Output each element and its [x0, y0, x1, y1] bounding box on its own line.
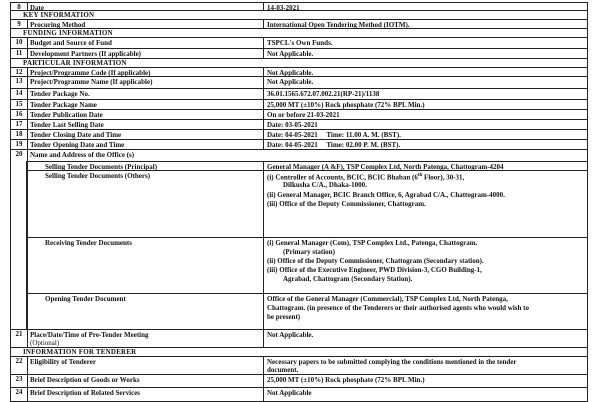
section-particular-information: PARTICULAR INFORMATION	[10, 59, 588, 68]
row-opening-date	[10, 140, 588, 150]
row-label: Tender Package No.	[30, 90, 90, 98]
column-divider	[263, 110, 264, 119]
row-number: 14	[11, 89, 28, 99]
row-procuring-method	[10, 20, 588, 29]
address-line: (iii) Office of the Deputy Commissioner, Chattogram.	[267, 200, 426, 208]
subrow-label: Selling Tender Documents (Principal)	[45, 163, 158, 171]
subrow-receiving	[26, 238, 588, 294]
column-divider	[263, 38, 264, 48]
row-number: 20	[11, 150, 28, 329]
address-line: Agrabad, Chattogram (Secondary Station).	[283, 275, 413, 283]
row-number: 8	[11, 3, 28, 10]
column-divider	[263, 357, 264, 374]
address-line: (iii) Office of the Executive Engineer, PWD Division-3, CGO Building-1,	[267, 266, 482, 274]
row-number: 17	[11, 120, 28, 129]
row-closing-date	[10, 130, 588, 140]
row-label: Development Partners (If applicable)	[30, 50, 142, 58]
row-value: Not Applicable	[267, 389, 312, 397]
row-value: On or before 21-03-2021	[267, 111, 340, 119]
row-value: 25,000 MT (±10%) Rock phosphate (72% BPL Min.)	[267, 376, 425, 384]
row-label: Project/Programme Name (If applicable)	[30, 78, 153, 86]
row-label: Eligibility of Tenderer	[30, 358, 96, 366]
row-label: Place/Date/Time of Pre-Tender Meeting	[30, 331, 149, 339]
section-funding-information: FUNDING INFORMATION	[10, 29, 588, 38]
row-number: 24	[11, 388, 28, 401]
row-value: 25,000 MT (±10%) Rock phosphate (72% BPL Min.)	[267, 101, 425, 109]
address-line: (i) Controller of Accounts, BCIC, BCIC Bhaban (6th Floor), 30-31,	[267, 173, 465, 182]
column-divider	[263, 3, 264, 10]
row-eligibility	[10, 357, 588, 375]
row-label: Tender Last Selling Date	[30, 121, 104, 129]
row-label: Tender Publication Date	[30, 111, 103, 119]
column-divider	[263, 162, 264, 170]
row-date	[10, 2, 588, 11]
row-label: Procuring Method	[30, 21, 86, 29]
row-value: Date: 04-05-2021 Time: 11.00 A. M. (BST).	[267, 131, 401, 139]
column-divider	[263, 294, 264, 329]
row-project-name	[10, 77, 588, 89]
address-line: be present)	[267, 313, 301, 321]
row-project-code	[10, 68, 588, 77]
column-divider	[263, 388, 264, 401]
row-value: International Open Tendering Method (IOTM).	[267, 21, 410, 29]
row-value: document.	[267, 366, 299, 374]
row-label-note: (Optional)	[30, 339, 60, 347]
row-value: Not Applicable.	[267, 50, 314, 58]
row-label: Brief Description of Goods or Works	[30, 376, 140, 384]
subrow-opening	[26, 294, 588, 330]
column-divider	[263, 77, 264, 88]
row-value: Necessary papers to be submitted complying the conditions mentioned in the tender	[267, 358, 517, 366]
row-label: Project/Programme Code (If applicable)	[30, 69, 151, 77]
row-number: 22	[11, 357, 28, 374]
row-number: 12	[11, 68, 28, 76]
column-divider	[263, 100, 264, 109]
row-tender-package-no	[10, 89, 588, 100]
row-number: 23	[11, 375, 28, 387]
section-information-for-tenderer: INFORMATION FOR TENDERER	[10, 348, 588, 357]
row-number: 15	[11, 100, 28, 109]
column-divider	[263, 49, 264, 58]
subrow-label: Opening Tender Document	[45, 295, 126, 303]
subrow-selling-principal	[26, 161, 588, 171]
row-number: 19	[11, 140, 28, 149]
row-number: 13	[11, 77, 28, 88]
row-label: Budget and Source of Fund	[30, 39, 112, 47]
address-line: Chattogram. (in presence of the Tenderers or their authorised agents who would wish to	[267, 304, 529, 312]
subrow-selling-others	[26, 171, 588, 238]
column-divider	[263, 89, 264, 99]
column-divider	[263, 20, 264, 28]
column-divider	[263, 171, 264, 237]
row-value: TSPCL's Own Funds.	[267, 39, 333, 47]
subrow-label: Selling Tender Documents (Others)	[45, 172, 151, 180]
row-number: 11	[11, 49, 28, 58]
section-key-information: KEY INFORMATION	[10, 11, 588, 20]
column-divider	[263, 140, 264, 149]
column-divider	[263, 375, 264, 387]
row-tender-package-name	[10, 100, 588, 110]
column-divider	[263, 120, 264, 129]
column-divider	[263, 68, 264, 76]
row-label: Date	[30, 4, 44, 12]
address-line: (ii) General Manager, BCIC Branch Office, 6, Agrabad C/A., Chattogram-4000.	[267, 191, 505, 199]
address-line: (Primary station)	[283, 248, 335, 256]
subrow-value: General Manager (A &F), TSP Complex Ltd, North Patenga, Chattogram-4204	[267, 163, 504, 171]
row-value: 14-03-2021	[267, 4, 300, 12]
column-divider	[263, 130, 264, 139]
row-number: 18	[11, 130, 28, 139]
row-value: 36.01.1565.672.07.002.21(RP-21)/1138	[267, 90, 380, 98]
row-label: Tender Package Name	[30, 101, 97, 109]
row-value: Not Applicable.	[267, 331, 314, 339]
row-value: Not Applicable.	[267, 69, 314, 77]
row-value: Date: 04-05-2021 Time: 02.00 P. M. (BST).	[267, 141, 401, 149]
row-label: Tender Closing Date and Time	[30, 131, 122, 139]
address-line: Office of the General Manager (Commercial), TSP Complex Ltd, North Patenga,	[267, 295, 508, 303]
row-goods-description	[10, 375, 588, 388]
column-divider	[263, 330, 264, 347]
row-label: Name and Address of the Office (s)	[30, 151, 135, 159]
row-publication-date	[10, 110, 588, 120]
row-pre-tender-meeting	[10, 330, 588, 348]
row-number: 9	[11, 20, 28, 28]
row-label: Tender Opening Date and Time	[30, 141, 125, 149]
address-line: (ii) Office of the Deputy Commissioner, Chattogram (Secondary station).	[267, 257, 484, 265]
row-last-selling-date	[10, 120, 588, 130]
subrow-label: Receiving Tender Documents	[45, 239, 132, 247]
row-number: 21	[11, 330, 28, 347]
address-line: Dilkusha C/A., Dhaka-1000.	[283, 181, 367, 189]
row-value: Date: 03-05-2021	[267, 121, 318, 129]
address-line: (i) General Manager (Com), TSP Complex Ltd., Patenga, Chattogram.	[267, 239, 478, 247]
row-budget	[10, 38, 588, 49]
row-number: 10	[11, 38, 28, 48]
row-number: 16	[11, 110, 28, 119]
row-value: Not Applicable.	[267, 78, 314, 86]
row-label: Brief Description of Related Services	[30, 389, 141, 397]
column-divider	[263, 238, 264, 293]
row-development-partners	[10, 49, 588, 59]
